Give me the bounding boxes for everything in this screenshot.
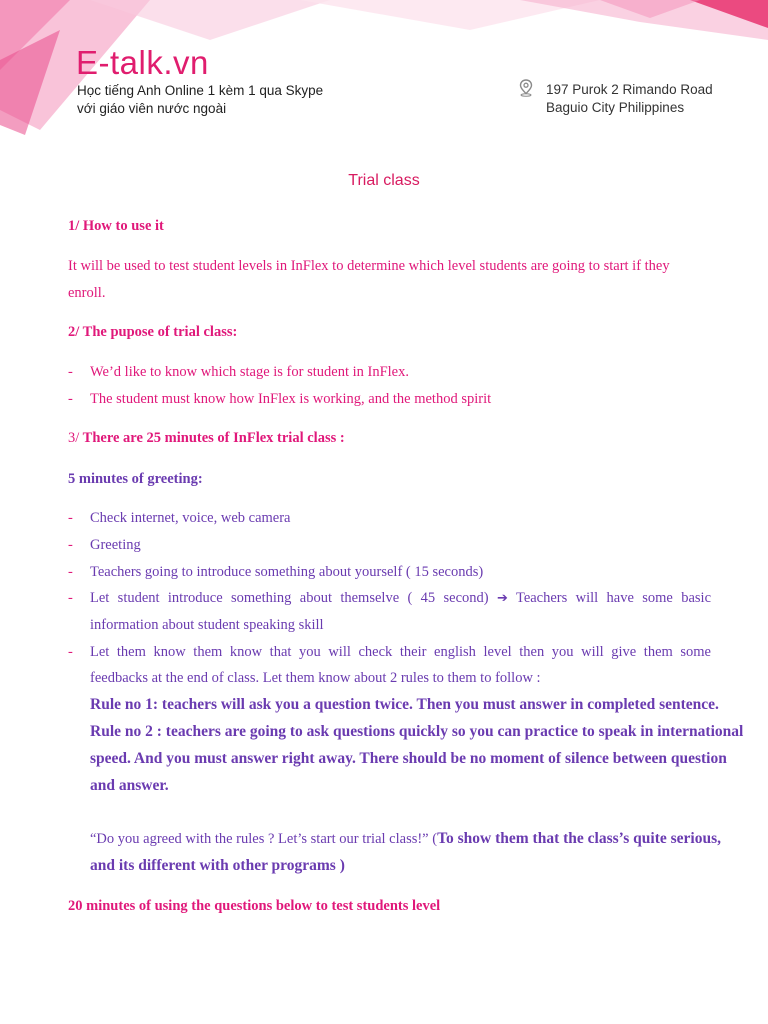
greeting-heading: 5 minutes of greeting:: [68, 471, 203, 487]
section-1-paragraph-line-2: enroll.: [68, 285, 106, 301]
bullet-dash: -: [68, 391, 73, 407]
brand-logo: E-talk.vn: [76, 44, 209, 81]
greeting-item-4-text-b: Teachers will have some basic: [515, 590, 712, 606]
rule-2-line-1: Rule no 2 : teachers are going to ask questions quickly so you can practice to speak in international: [90, 723, 744, 740]
greeting-item-2: Greeting: [90, 537, 141, 553]
greeting-item-4-line-2: information about student speaking skill: [90, 617, 324, 633]
section-1-paragraph-line-1: It will be used to test student levels in InFlex to determine which level students are going to start if they: [68, 258, 670, 274]
section-3-number: 3/: [68, 430, 80, 446]
rule-2-line-3: and answer.: [90, 777, 169, 794]
rules-quote-line-2: and its different with other programs ): [90, 857, 345, 874]
rule-2-line-2: speed. And you must answer right away. There should be no moment of silence between question: [90, 750, 727, 767]
rules-quote-line-1: [90, 829, 721, 849]
address-line-2: Baguio City Philippines: [546, 100, 685, 115]
bullet-dash: -: [68, 590, 73, 606]
section-2-heading: 2/ The pupose of trial class:: [68, 324, 238, 340]
document-title: Trial class: [348, 172, 420, 189]
right-arrow-icon: ➔: [496, 591, 508, 606]
purpose-item-1: We’d like to know which stage is for student in InFlex.: [90, 364, 409, 380]
greeting-item-5-line-2: feedbacks at the end of class. Let them know about 2 rules to them to follow :: [90, 670, 541, 686]
greeting-item-3: Teachers going to introduce something about yourself ( 15 seconds): [90, 564, 484, 580]
greeting-item-1: Check internet, voice, web camera: [90, 510, 291, 526]
tagline-line-2: với giáo viên nước ngoài: [77, 101, 227, 116]
questions-heading: 20 minutes of using the questions below to test students level: [68, 898, 441, 914]
section-1-heading: 1/ How to use it: [68, 218, 164, 234]
location-pin-icon: [518, 79, 534, 97]
section-3-heading-text: There are 25 minutes of InFlex trial class :: [79, 430, 345, 446]
purpose-item-2: The student must know how InFlex is working, and the method spirit: [90, 391, 492, 407]
greeting-item-5-line-1: Let them know them know that you will check their english level then you will give them some: [90, 644, 711, 660]
bullet-dash: -: [68, 510, 73, 526]
rules-quote: “Do you agreed with the rules ? Let’s start our trial class!”: [90, 831, 429, 847]
bullet-dash: -: [68, 564, 73, 580]
bullet-dash: -: [68, 644, 73, 660]
tagline-line-1: Học tiếng Anh Online 1 kèm 1 qua Skype: [77, 83, 324, 98]
bullet-dash: -: [68, 537, 73, 553]
rule-1: Rule no 1: teachers will ask you a question twice. Then you must answer in completed sentence.: [90, 696, 719, 713]
bullet-dash: -: [68, 364, 73, 380]
quote-note: To show them that the class’s quite serious,: [437, 830, 721, 847]
quote-paren: (: [428, 831, 438, 847]
address-line-1: 197 Purok 2 Rimando Road: [546, 82, 713, 97]
section-3-heading: [68, 428, 345, 448]
greeting-item-4-line-1: [90, 588, 711, 609]
greeting-item-4-text-a: Let student introduce something about themselve ( 45 second): [90, 590, 489, 606]
